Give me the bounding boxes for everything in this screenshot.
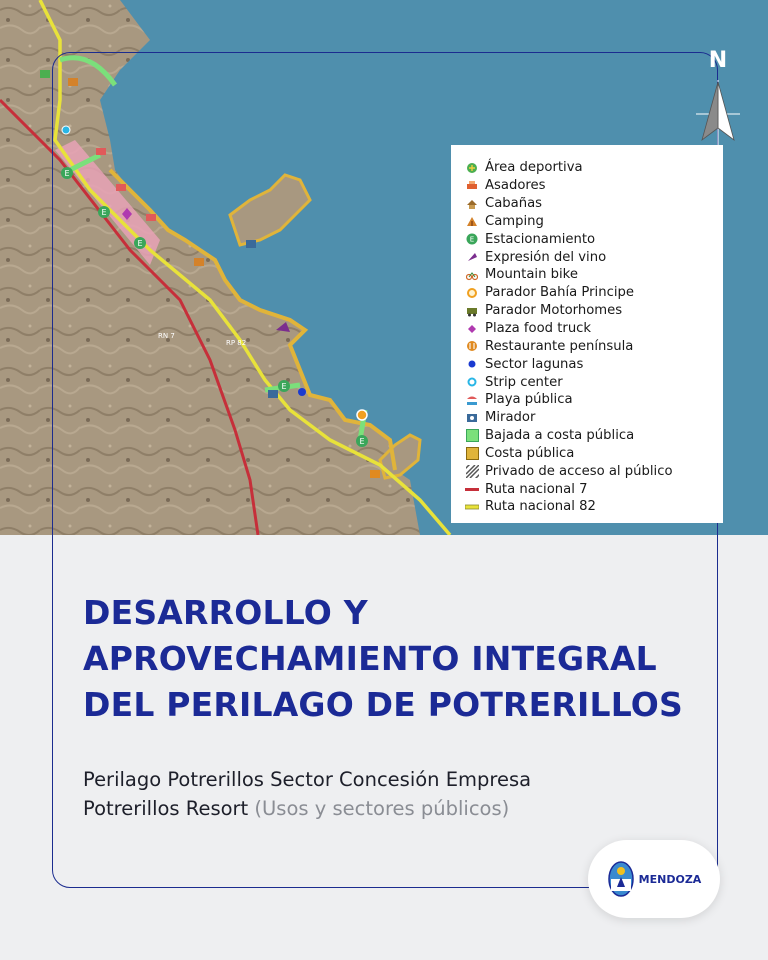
- svg-text:E: E: [281, 382, 287, 391]
- viewpoint-icon: [465, 411, 479, 425]
- legend-item: [465, 427, 713, 445]
- title-line: DEL PERILAGO DE POTRERILLOS: [83, 685, 683, 724]
- beach-marker[interactable]: [116, 184, 126, 191]
- green-square-icon: [465, 429, 479, 443]
- motorhome-icon: [465, 304, 479, 318]
- legend-label: Parador Bahía Principe: [485, 285, 634, 301]
- legend-label: Cabañas: [485, 196, 543, 212]
- sports-area-icon: [465, 161, 479, 175]
- compass: [690, 48, 746, 148]
- map-legend: [451, 145, 723, 523]
- svg-text:E: E: [101, 208, 107, 217]
- legend-label: Bajada a costa pública: [485, 428, 635, 444]
- mendoza-seal-icon: [607, 859, 635, 899]
- legend-label: Privado de acceso al público: [485, 463, 673, 479]
- subtitle-line-1: Perilago Potrerillos Sector Concesión Empresa: [83, 768, 532, 791]
- legend-item: [465, 498, 713, 516]
- svg-text:E: E: [64, 169, 70, 178]
- sports-area-marker[interactable]: [40, 70, 50, 78]
- legend-label: Parador Motorhomes: [485, 303, 623, 319]
- gold-square-icon: [465, 446, 479, 460]
- parking-marker[interactable]: [98, 206, 110, 218]
- legend-label: Mountain bike: [485, 267, 578, 283]
- camping-marker[interactable]: [194, 258, 204, 266]
- legend-label: Plaza food truck: [485, 321, 592, 337]
- legend-item: [465, 409, 713, 427]
- subtitle-main: Potrerillos Resort: [83, 797, 249, 820]
- legend-label: Strip center: [485, 374, 563, 390]
- road-label-rp82: RP 82: [226, 339, 247, 347]
- legend-item: [465, 248, 713, 266]
- road-label-rn7: RN 7: [158, 332, 175, 340]
- camping-marker[interactable]: [68, 78, 78, 86]
- svg-text:E: E: [469, 235, 475, 244]
- parking-marker[interactable]: [61, 167, 73, 179]
- strip-center-marker[interactable]: [62, 126, 70, 134]
- legend-item: [465, 320, 713, 338]
- svg-text:E: E: [137, 239, 143, 248]
- tent-icon: [465, 214, 479, 228]
- legend-label: Asadores: [485, 178, 546, 194]
- beach-icon: [465, 393, 479, 407]
- viewpoint-marker[interactable]: [268, 390, 278, 398]
- title-line: APROVECHAMIENTO INTEGRAL: [83, 639, 657, 678]
- compass-letter: N: [708, 48, 728, 73]
- beach-marker[interactable]: [146, 214, 156, 221]
- legend-item: [465, 462, 713, 480]
- legend-label: Restaurante península: [485, 338, 634, 354]
- grill-icon: [465, 179, 479, 193]
- dot-blue-icon: [465, 357, 479, 371]
- legend-label: Expresión del vino: [485, 249, 607, 265]
- restaurant-marker[interactable]: [370, 470, 380, 478]
- circle-orange-icon: [465, 286, 479, 300]
- legend-label: Ruta nacional 82: [485, 499, 596, 515]
- cabin-icon: [465, 197, 479, 211]
- parking-marker[interactable]: [356, 435, 368, 447]
- lagoon-marker[interactable]: [298, 388, 306, 396]
- legend-item: [465, 266, 713, 284]
- bahia-principe-marker[interactable]: [357, 410, 367, 420]
- viewpoint-marker[interactable]: [246, 240, 256, 248]
- restaurant-icon: [465, 339, 479, 353]
- red-line-icon: [465, 482, 479, 496]
- legend-item: [465, 213, 713, 231]
- legend-item: [465, 177, 713, 195]
- legend-item: [465, 391, 713, 409]
- svg-text:E: E: [359, 437, 365, 446]
- legend-item: [465, 230, 713, 248]
- legend-item: [465, 195, 713, 213]
- legend-item: [465, 159, 713, 177]
- badge-label: MENDOZA: [638, 872, 702, 886]
- wine-icon: [465, 250, 479, 264]
- yellow-line-icon: [465, 500, 479, 514]
- mendoza-badge[interactable]: [588, 840, 720, 918]
- hatched-square-icon: [465, 464, 479, 478]
- title-line: DESARROLLO Y: [83, 593, 368, 632]
- legend-item: [465, 480, 713, 498]
- legend-label: Área deportiva: [485, 160, 583, 176]
- legend-label: Ruta nacional 7: [485, 481, 588, 497]
- subtitle-line-2: [83, 794, 683, 823]
- legend-label: Costa pública: [485, 445, 575, 461]
- legend-item: [465, 355, 713, 373]
- subtitle-muted: (Usos y sectores públicos): [254, 797, 510, 820]
- legend-label: Estacionamiento: [485, 231, 596, 247]
- legend-item: [465, 373, 713, 391]
- legend-item: [465, 284, 713, 302]
- page-title: [83, 590, 703, 728]
- legend-label: Mirador: [485, 410, 536, 426]
- circle-cyan-icon: [465, 375, 479, 389]
- north-arrow-icon: [690, 48, 746, 148]
- legend-item: [465, 445, 713, 463]
- bike-icon: [465, 268, 479, 282]
- diamond-icon: [465, 322, 479, 336]
- legend-item: [465, 302, 713, 320]
- parking-icon: [465, 232, 479, 246]
- parking-marker[interactable]: [134, 237, 146, 249]
- page-subtitle: [83, 765, 683, 823]
- legend-item: [465, 337, 713, 355]
- legend-label: Sector lagunas: [485, 356, 584, 372]
- legend-label: Camping: [485, 213, 544, 229]
- legend-label: Playa pública: [485, 392, 573, 408]
- parking-marker[interactable]: [278, 380, 290, 392]
- beach-marker[interactable]: [96, 148, 106, 155]
